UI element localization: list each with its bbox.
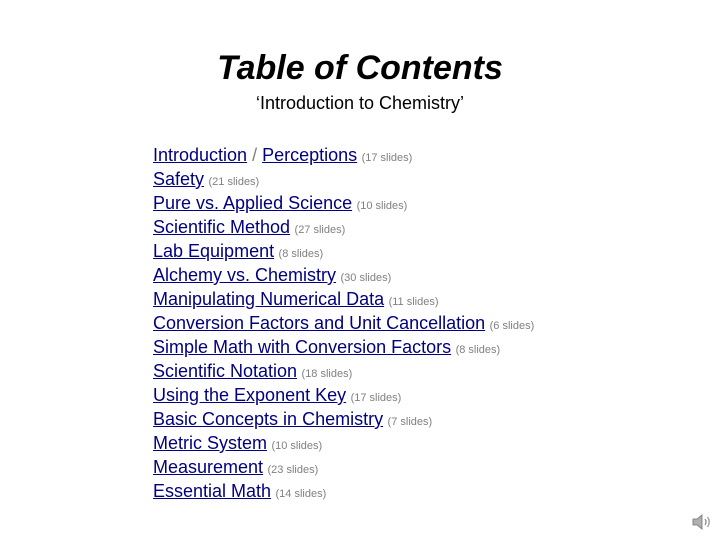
slide-count: (10 slides) <box>356 200 408 212</box>
slide-count: (18 slides) <box>301 368 353 380</box>
toc-item <box>153 359 534 383</box>
toc-item <box>153 287 534 311</box>
toc-item <box>153 383 534 407</box>
toc-link-lab-equipment[interactable]: Lab Equipment <box>153 241 275 261</box>
slide-count: (11 slides) <box>388 296 439 308</box>
toc-item <box>153 479 534 503</box>
toc-item <box>153 407 534 431</box>
slide-count: (10 slides) <box>271 440 323 452</box>
toc-link-metric-system[interactable]: Metric System <box>153 433 268 453</box>
toc-link-exponent-key[interactable]: Using the Exponent Key <box>153 385 347 405</box>
slide-count: (30 slides) <box>340 272 392 284</box>
toc-link-perceptions[interactable]: Perceptions <box>262 145 358 165</box>
toc-item <box>153 455 534 479</box>
toc-link-basic-concepts[interactable]: Basic Concepts in Chemistry <box>153 409 384 429</box>
toc-item <box>153 311 534 335</box>
slide-count: (8 slides) <box>455 344 501 356</box>
toc-item <box>153 431 534 455</box>
table-of-contents <box>153 143 534 503</box>
slide-count: (27 slides) <box>294 224 346 236</box>
toc-link-alchemy-vs-chemistry[interactable]: Alchemy vs. Chemistry <box>153 265 337 285</box>
page-title: Table of Contents <box>217 49 503 87</box>
toc-link-introduction[interactable]: Introduction <box>153 145 248 165</box>
toc-link-scientific-notation[interactable]: Scientific Notation <box>153 361 298 381</box>
toc-link-simple-math[interactable]: Simple Math with Conversion Factors <box>153 337 452 357</box>
speaker-icon[interactable] <box>690 510 714 534</box>
toc-item <box>153 263 534 287</box>
slide-count: (6 slides) <box>489 320 535 332</box>
toc-item <box>153 191 534 215</box>
toc-link-pure-vs-applied-science[interactable]: Pure vs. Applied Science <box>153 193 353 213</box>
toc-link-manipulating-numerical-data[interactable]: Manipulating Numerical Data <box>153 289 385 309</box>
slide-count: (8 slides) <box>278 248 324 260</box>
toc-item <box>153 215 534 239</box>
toc-separator: / <box>247 145 263 165</box>
toc-item <box>153 335 534 359</box>
slide-count: (14 slides) <box>275 488 327 500</box>
toc-link-conversion-factors[interactable]: Conversion Factors and Unit Cancellation <box>153 313 486 333</box>
slide-count: (17 slides) <box>350 392 402 404</box>
toc-item <box>153 167 534 191</box>
slide-count: (17 slides) <box>361 152 413 164</box>
toc-link-scientific-method[interactable]: Scientific Method <box>153 217 291 237</box>
toc-link-essential-math[interactable]: Essential Math <box>153 481 272 501</box>
page-subtitle: ‘Introduction to Chemistry’ <box>255 93 465 113</box>
slide-count: (21 slides) <box>208 176 260 188</box>
toc-link-measurement[interactable]: Measurement <box>153 457 264 477</box>
toc-link-safety[interactable]: Safety <box>153 169 205 189</box>
toc-item <box>153 239 534 263</box>
slide-count: (23 slides) <box>267 464 319 476</box>
toc-item <box>153 143 534 167</box>
slide-count: (7 slides) <box>387 416 433 428</box>
